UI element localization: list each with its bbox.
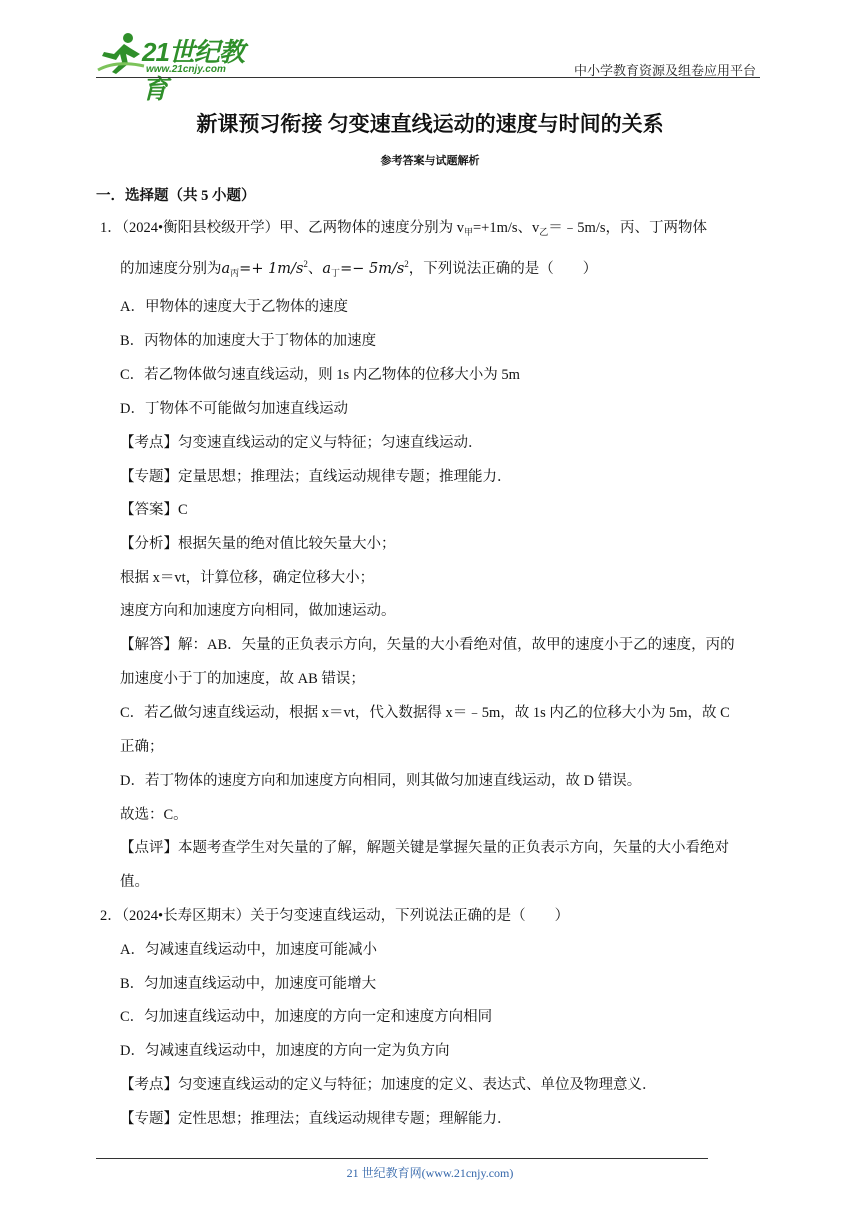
q1-sub-ding: 丁 (331, 268, 341, 278)
logo-text: 21世纪教育 (142, 37, 244, 104)
logo (96, 30, 266, 104)
q1-option-d: D．丁物体不可能做匀加速直线运动 (120, 401, 348, 417)
q1-option-b: B．丙物体的加速度大于丁物体的加速度 (120, 333, 377, 349)
section-heading: 一．选择题（共 5 小题） (96, 188, 256, 204)
q2-option-b: B．匀加速直线运动中，加速度可能增大 (120, 976, 377, 992)
platform-name: 中小学教育资源及组卷应用平台 (573, 63, 756, 78)
logo-url: www.21cnjy.com (146, 64, 226, 75)
page-subtitle: 参考答案与试题解析 (380, 155, 480, 167)
q1-sub-bing: 丙 (230, 268, 240, 278)
page-footer[interactable]: 21 世纪教育网(www.21cnjy.com) (346, 1166, 514, 1180)
footer-divider (96, 1158, 708, 1159)
header-divider (96, 77, 760, 78)
q1-sub-jia: 甲 (463, 227, 473, 237)
q1-sep: 、 (307, 261, 323, 277)
q1-stem-text-c: ＝﹣5m/s，丙、丁两物体 (548, 220, 707, 236)
q1-val-bing: =+ 1m/s (239, 261, 304, 277)
page-header (96, 30, 756, 104)
q1-solution-1: 【解答】解：AB．矢量的正负表示方向，矢量的大小看绝对值，故甲的速度小于乙的速度，丙的 (120, 637, 735, 653)
q1-stem-text-b: =+1m/s、v (472, 220, 540, 236)
runner-icon (96, 30, 146, 76)
q1-comment-1: 【点评】本题考查学生对矢量的了解，解题关键是掌握矢量的正负表示方向，矢量的大小看绝对 (120, 840, 729, 856)
q1-analysis-2: 根据 x＝vt，计算位移，确定位移大小； (120, 570, 375, 586)
q1-solution-5: D．若丁物体的速度方向和加速度方向相同，则其做匀加速直线运动，故 D 错误。 (120, 773, 642, 789)
q1-sub-yi: 乙 (539, 227, 549, 237)
q1-option-c: C．若乙物体做匀速直线运动，则 1s 内乙物体的位移大小为 5m (120, 367, 520, 383)
q1-analysis-1: 【分析】根据矢量的绝对值比较矢量大小； (120, 536, 396, 552)
q1-solution-4: 正确； (120, 739, 164, 755)
q2-option-d: D．匀减速直线运动中，加速度的方向一定为负方向 (120, 1043, 450, 1059)
q1-a-bing: a (221, 261, 231, 277)
q1-val-ding: =− 5m/s (340, 261, 405, 277)
q1-sq-1: 2 (303, 259, 308, 269)
q1-zhuanti: 【专题】定量思想；推理法；直线运动规律专题；推理能力． (120, 469, 512, 485)
q1-solution-2: 加速度小于丁的加速度，故 AB 错误； (120, 671, 365, 687)
q2-stem: 2．（2024•长寿区期末）关于匀变速直线运动，下列说法正确的是（ ） (100, 908, 570, 924)
q1-stem-text2b: ，下列说法正确的是（ ） (408, 261, 598, 277)
q1-stem-line1 (100, 218, 707, 242)
q1-a-ding: a (322, 261, 332, 277)
q1-stem-line2 (120, 254, 597, 283)
q1-solution-6: 故选：C。 (120, 807, 188, 823)
q2-option-a: A．匀减速直线运动中，加速度可能减小 (120, 942, 377, 958)
q1-option-a: A．甲物体的速度大于乙物体的速度 (120, 299, 348, 315)
q1-analysis-3: 速度方向和加速度方向相同，做加速运动。 (120, 603, 396, 619)
q1-stem-text2: 的加速度分别为 (120, 261, 222, 277)
q1-answer: 【答案】C (120, 502, 188, 518)
q1-comment-2: 值。 (120, 874, 149, 890)
q1-kaodian: 【考点】匀变速直线运动的定义与特征；匀速直线运动． (120, 435, 483, 451)
q1-sq-2: 2 (404, 259, 409, 269)
q1-stem-text: 1．（2024•衡阳县校级开学）甲、乙两物体的速度分别为 v (100, 220, 464, 236)
q2-zhuanti: 【专题】定性思想；推理法；直线运动规律专题；理解能力． (120, 1111, 512, 1127)
q1-solution-3: C．若乙做匀速直线运动，根据 x＝vt，代入数据得 x＝﹣5m，故 1s 内乙的位移大小为 5m，故 C (120, 705, 730, 721)
page-title: 新课预习衔接 匀变速直线运动的速度与时间的关系 (196, 112, 664, 136)
q2-option-c: C．匀加速直线运动中，加速度的方向一定和速度方向相同 (120, 1009, 493, 1025)
q2-kaodian: 【考点】匀变速直线运动的定义与特征；加速度的定义、表达式、单位及物理意义． (120, 1077, 657, 1093)
